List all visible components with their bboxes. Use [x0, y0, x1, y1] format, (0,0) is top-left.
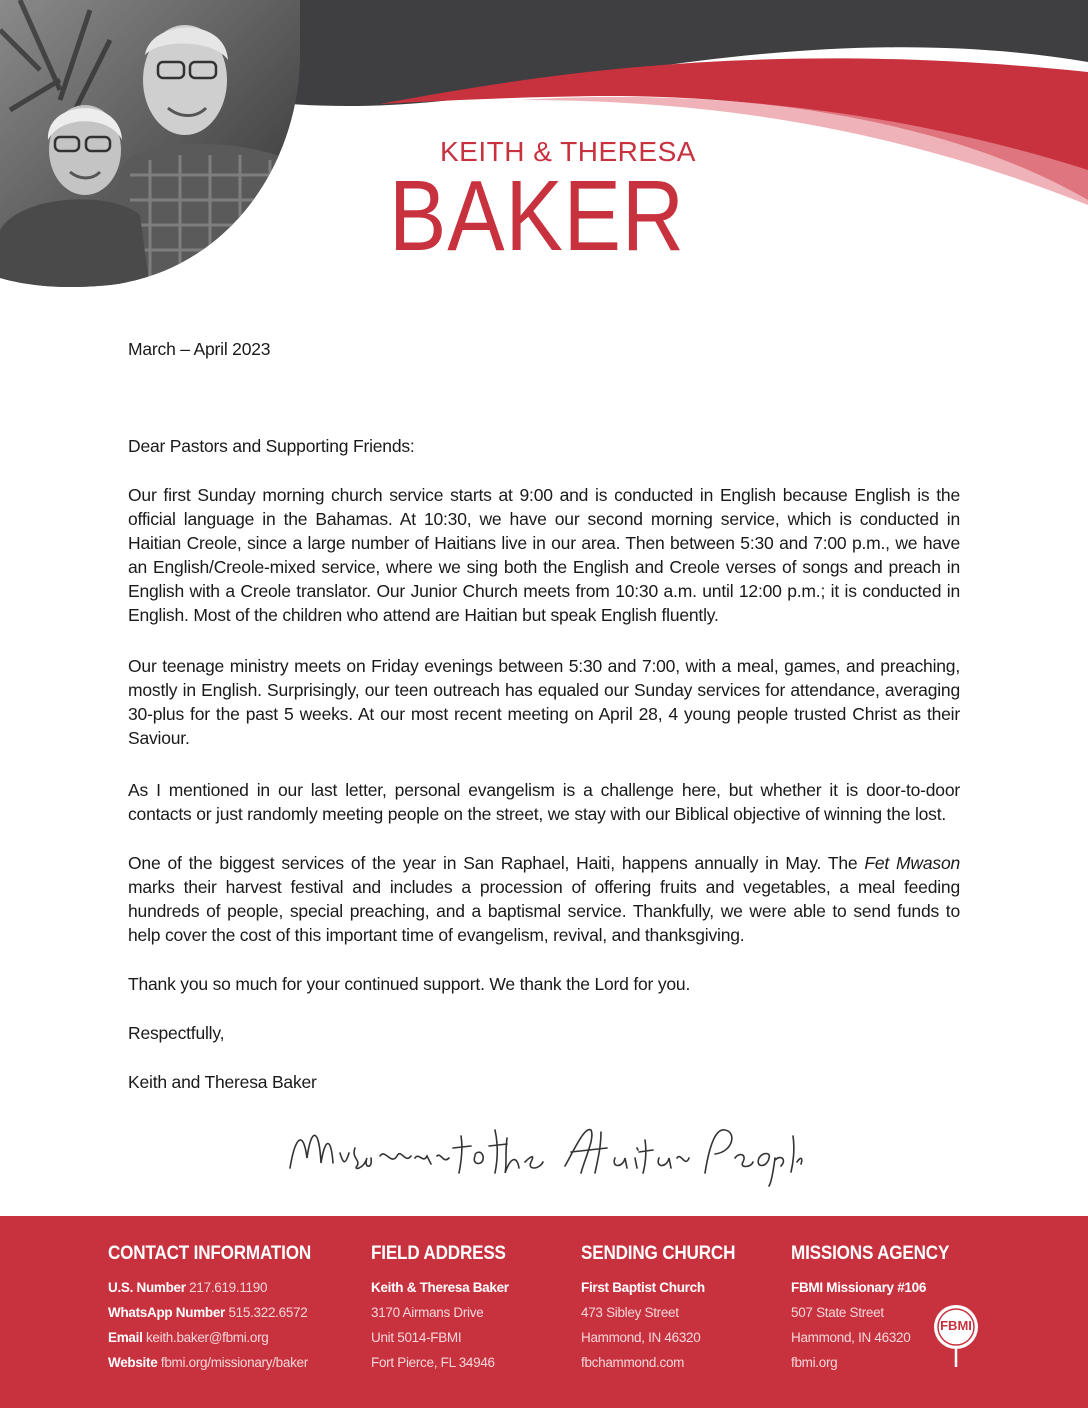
p4-text-after: marks their harvest festival and includes a procession of offering fruits and vegetables, a meal feeding hundreds of people, special preaching, and a baptismal service. Thankfully, we were able to send funds to help cover the cost of this important time of evangelism, revival, and thanksgiving.: [128, 877, 960, 945]
whatsapp-number-line: [108, 1300, 334, 1325]
missions-agency-line1: 507 State Street: [791, 1305, 884, 1320]
missions-agency-website[interactable]: fbmi.org: [791, 1355, 838, 1370]
field-address-heading: FIELD ADDRESS: [371, 1243, 506, 1264]
letter-thanks: Thank you so much for your continued support. We thank the Lord for you.: [128, 974, 691, 994]
letter-paragraph-teen-ministry: Our teenage ministry meets on Friday evenings between 5:30 and 7:00, with a meal, games, and preaching, mostly in English. Surprisingly, our teen outreach has equaled our Sunday services for attendance, averaging 30-plus for the past 5 weeks. At our most recent meeting on April 28, 4 young people trusted Christ as their Saviour.: [128, 656, 960, 748]
contact-information-column: [108, 1243, 334, 1375]
website-line: [108, 1350, 334, 1375]
field-address-column: [371, 1243, 521, 1375]
sending-church-heading: SENDING CHURCH: [581, 1243, 736, 1264]
fbmi-logo-icon: [930, 1303, 982, 1369]
sending-church-line1: 473 Sibley Street: [581, 1305, 679, 1320]
letter-date: March – April 2023: [128, 339, 271, 359]
letter-paragraph-evangelism: As I mentioned in our last letter, personal evangelism is a challenge here, but whether it is door-to-door contacts or just randomly meeting people on the street, we stay with our Biblical objective of winning the lost.: [128, 780, 960, 824]
us-number-line: [108, 1275, 334, 1300]
couple-photo: [0, 0, 300, 290]
missionary-last-name: BAKER: [389, 160, 685, 272]
fbmi-logo-text: FBMI: [940, 1318, 972, 1333]
letter-signoff: Keith and Theresa Baker: [128, 1072, 317, 1092]
field-address-name: Keith & Theresa Baker: [371, 1280, 509, 1295]
script-tagline-image: [285, 1118, 805, 1188]
us-number-value: 217.619.1190: [189, 1280, 268, 1295]
p4-text-before: One of the biggest services of the year in San Raphael, Haiti, happens annually in May. The: [128, 853, 865, 873]
letter-paragraph-harvest-festival: [128, 851, 960, 947]
us-number-label: U.S. Number: [108, 1280, 186, 1295]
field-address-line3: Fort Pierce, FL 34946: [371, 1355, 495, 1370]
website-label: Website: [108, 1355, 158, 1370]
email-line: [108, 1325, 334, 1350]
contact-heading: CONTACT INFORMATION: [108, 1243, 312, 1264]
missionary-first-names: KEITH & THERESA: [440, 136, 696, 167]
sending-church-website[interactable]: fbchammond.com: [581, 1355, 685, 1370]
field-address-line1: 3170 Airmans Drive: [371, 1305, 484, 1320]
missions-agency-line2: Hammond, IN 46320: [791, 1330, 911, 1345]
field-address-line2: Unit 5014-FBMI: [371, 1330, 462, 1345]
whatsapp-number-label: WhatsApp Number: [108, 1305, 226, 1320]
sending-church-column: [581, 1243, 752, 1375]
letter-closing: Respectfully,: [128, 1023, 225, 1043]
email-label: Email: [108, 1330, 143, 1345]
missions-agency-name: FBMI Missionary #106: [791, 1280, 927, 1295]
missions-agency-heading: MISSIONS AGENCY: [791, 1243, 950, 1264]
sending-church-name: First Baptist Church: [581, 1280, 705, 1295]
sending-church-line2: Hammond, IN 46320: [581, 1330, 701, 1345]
letter-salutation: Dear Pastors and Supporting Friends:: [128, 436, 415, 456]
email-value[interactable]: keith.baker@fbmi.org: [145, 1330, 269, 1345]
p4-italic-term: Fet Mwason: [864, 853, 961, 873]
whatsapp-number-value: 515.322.6572: [228, 1305, 308, 1320]
website-value[interactable]: fbmi.org/missionary/baker: [160, 1355, 308, 1370]
letter-paragraph-services: Our first Sunday morning church service starts at 9:00 and is conducted in English because English is the official language in the Bahamas. At 10:30, we have our second morning service, which is conducted in Haitian Creole, since a large number of Haitians live in our area. Then between 5:30 and 7:00 p.m., we have an English/Creole-mixed service, where we sing both the English and Creole verses of songs and preach in English with a Creole translator. Our Junior Church meets from 10:30 a.m. until 12:00 p.m.; it is conducted in English. Most of the children who attend are Haitian but speak English fluently.: [128, 485, 960, 625]
